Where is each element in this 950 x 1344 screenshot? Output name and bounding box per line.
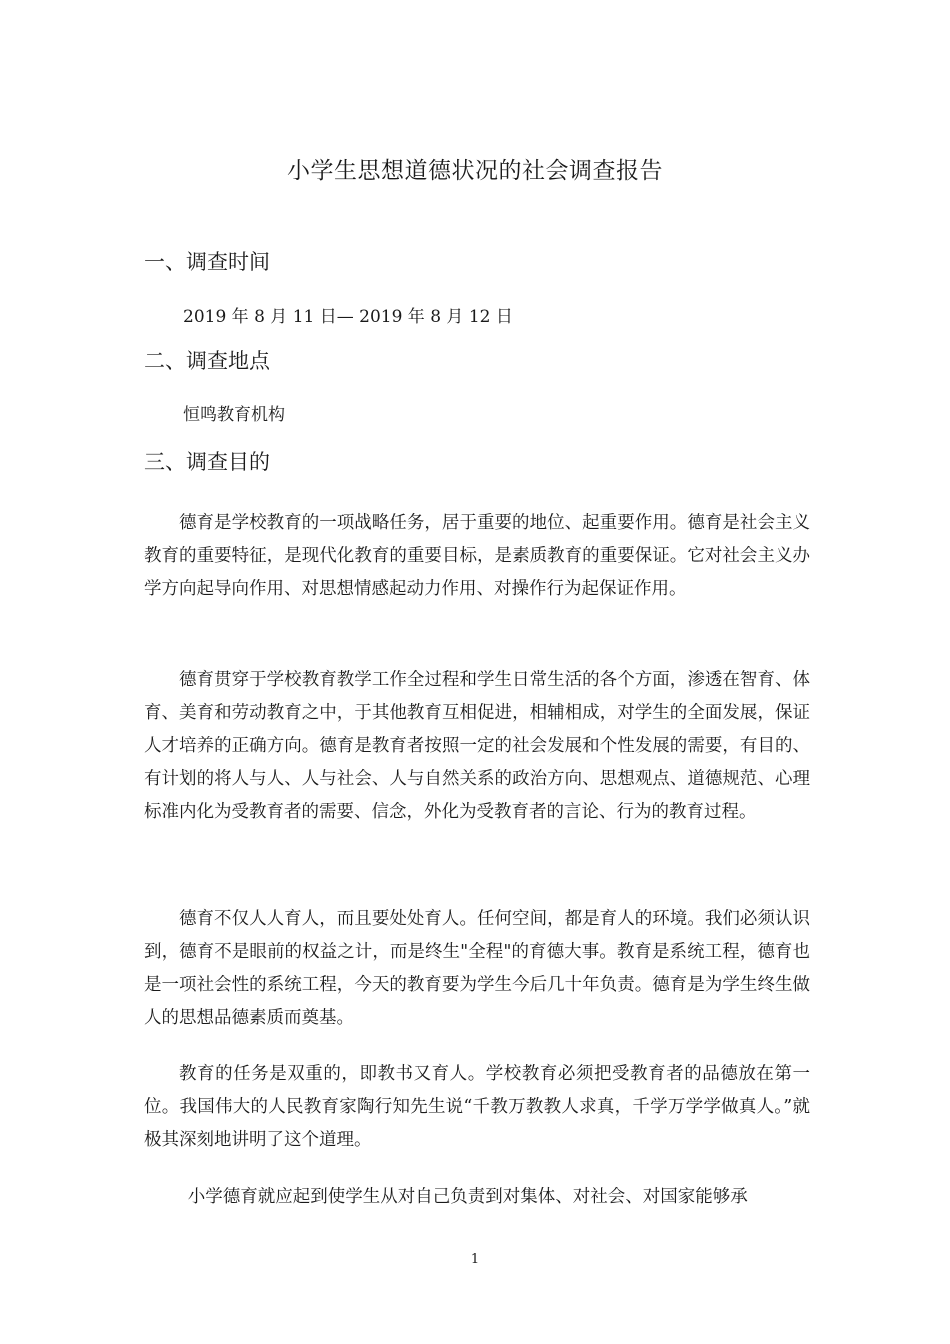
section-heading-survey-purpose: 三、调查目的 bbox=[144, 450, 270, 474]
paragraph-3: 德育不仅人人育人，而且要处处育人。任何空间，都是育人的环境。我们必须认识到，德育不是眼前的权益之计，而是终生"全程"的育德大事。教育是系统工程，德育也是一项社会性的系统工程，今天的教育要为学生今后几十年负责。德育是为学生终生做人的思想品德素质而奠基。 bbox=[144, 909, 810, 1028]
paragraph-2: 德育贯穿于学校教育教学工作全过程和学生日常生活的各个方面，渗透在智育、体育、美育和劳动教育之中，于其他教育互相促进，相辅相成，对学生的全面发展，保证人才培养的正确方向。德育是教育者按照一定的社会发展和个性发展的需要，有目的、有计划的将人与人、人与社会、人与自然关系的政治方向、思想观点、道德规范、心理标准内化为受教育者的需要、信念，外化为受教育者的言论、行为的教育过程。 bbox=[144, 670, 810, 822]
paragraph-4: 教育的任务是双重的，即教书又育人。学校教育必须把受教育者的品德放在第一位。我国伟大的人民教育家陶行知先生说“千教万教教人求真，千学万学学做真人。”就极其深刻地讲明了这个道理。 bbox=[144, 1064, 810, 1150]
survey-location-text: 恒鸣教育机构 bbox=[183, 405, 285, 425]
section-heading-survey-location: 二、调查地点 bbox=[144, 349, 270, 373]
paragraph-1: 德育是学校教育的一项战略任务，居于重要的地位、起重要作用。德育是社会主义教育的重要特征，是现代化教育的重要目标，是素质教育的重要保证。它对社会主义办学方向起导向作用、对思想情感起动力作用、对操作行为起保证作用。 bbox=[144, 513, 810, 599]
paragraph-5: 小学德育就应起到使学生从对自己负责到对集体、对社会、对国家能够承 bbox=[187, 1187, 748, 1207]
section-heading-survey-time: 一、调查时间 bbox=[144, 250, 270, 274]
survey-time-text: 2019 年 8 月 11 日— 2019 年 8 月 12 日 bbox=[183, 307, 513, 327]
document-title: 小学生思想道德状况的社会调查报告 bbox=[287, 158, 663, 184]
page-number: 1 bbox=[470, 1252, 480, 1267]
